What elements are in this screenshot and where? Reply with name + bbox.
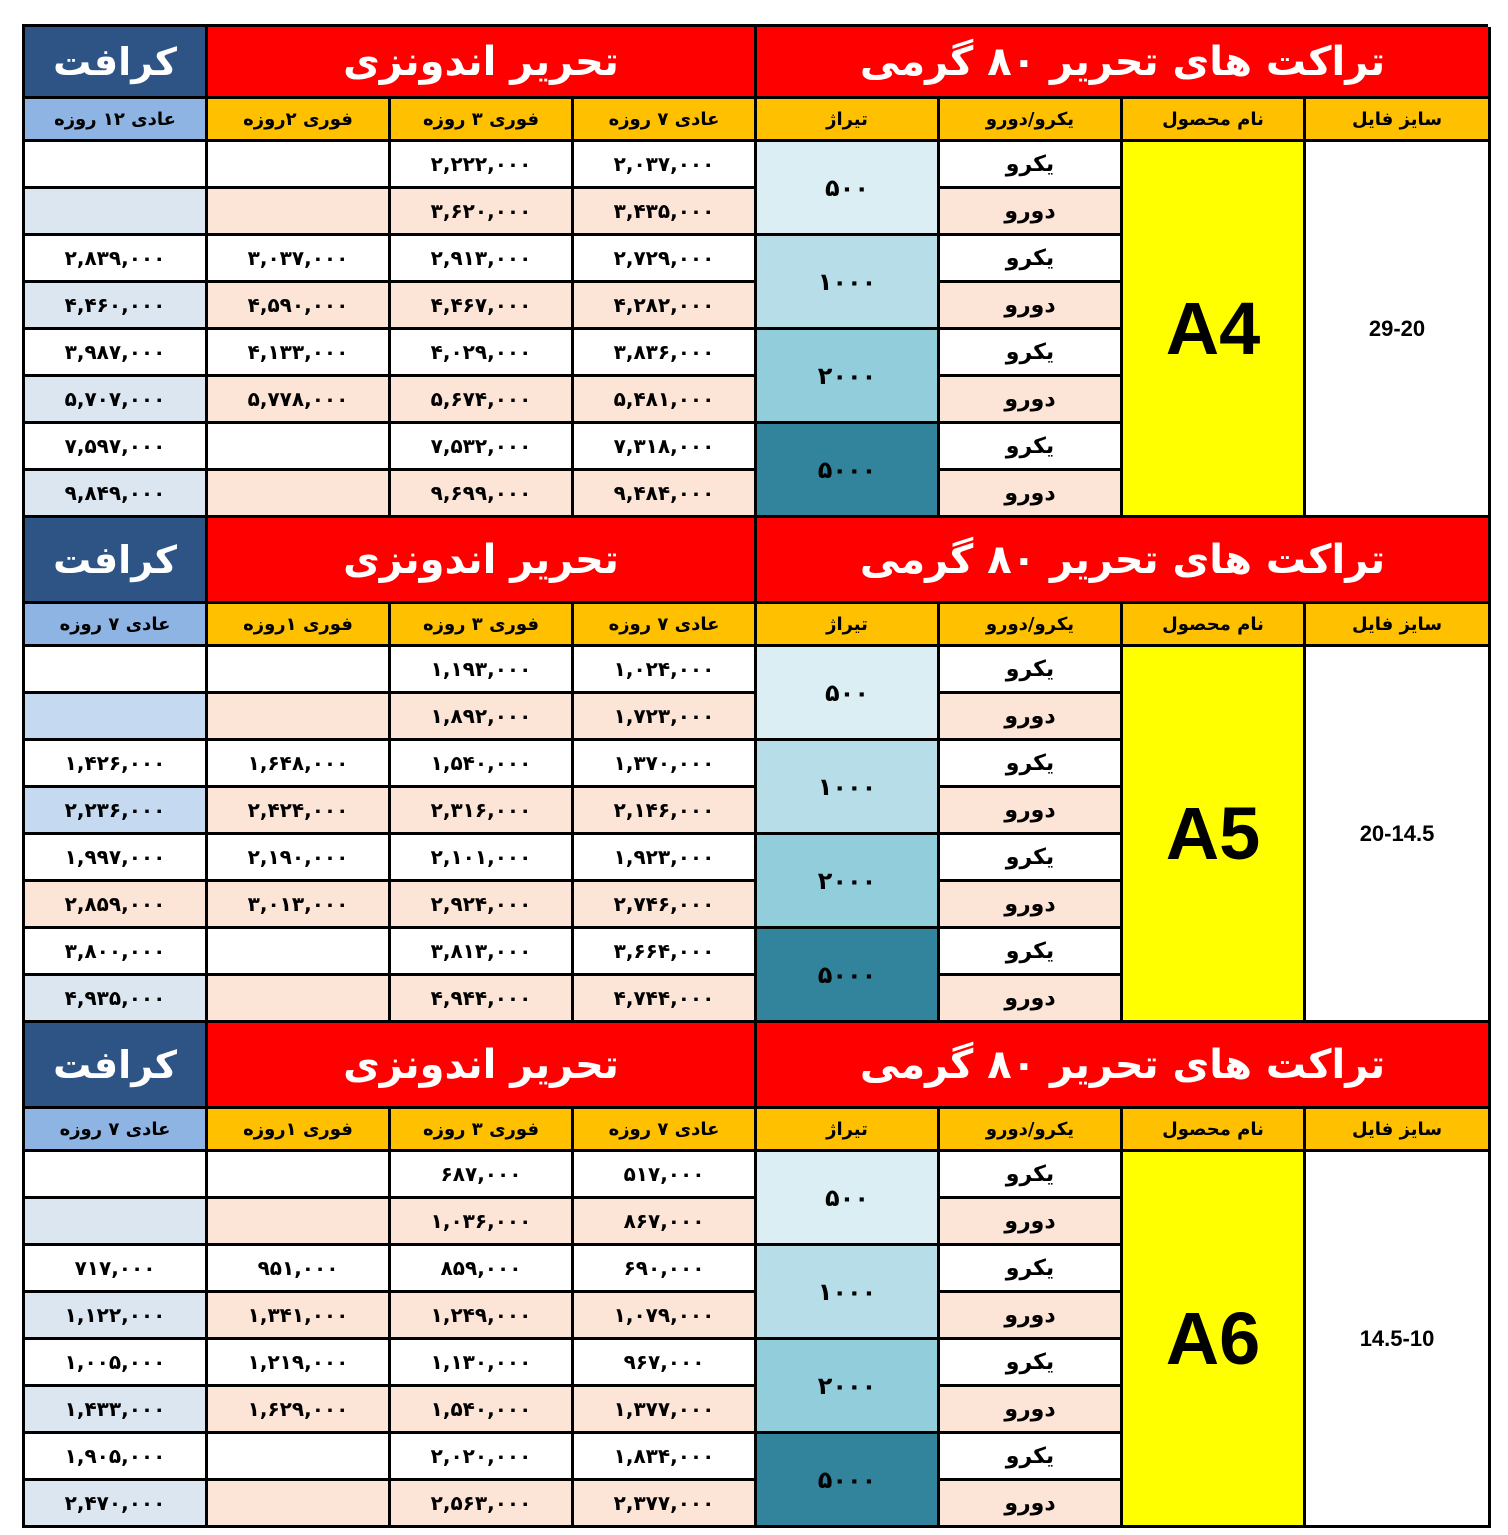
price-fast-other [208, 694, 391, 741]
price-normal7: ۲,۳۷۷,۰۰۰ [574, 1481, 757, 1528]
price-fast-other: ۱,۶۲۹,۰۰۰ [208, 1387, 391, 1434]
price-normal7: ۷,۳۱۸,۰۰۰ [574, 424, 757, 471]
tirage-cell: ۵۰۰۰ [757, 424, 940, 518]
header-side: یکرو/دورو [940, 99, 1123, 142]
price-fast-other: ۲,۱۹۰,۰۰۰ [208, 835, 391, 882]
price-fast-other [208, 1434, 391, 1481]
side-cell: دورو [940, 377, 1123, 424]
price-fast3: ۱,۱۹۳,۰۰۰ [391, 647, 574, 694]
price-kraft [25, 647, 208, 694]
tirage-cell: ۱۰۰۰ [757, 236, 940, 330]
price-kraft [25, 694, 208, 741]
price-fast-other [208, 471, 391, 518]
main-title: تراکت های تحریر ۸۰ گرمی [757, 518, 1491, 604]
price-fast-other: ۴,۵۹۰,۰۰۰ [208, 283, 391, 330]
price-fast-other: ۲,۴۲۴,۰۰۰ [208, 788, 391, 835]
header-normal7: عادی ۷ روزه [574, 604, 757, 647]
price-normal7: ۹,۴۸۴,۰۰۰ [574, 471, 757, 518]
price-normal7: ۴,۷۴۴,۰۰۰ [574, 976, 757, 1023]
price-fast3: ۳,۸۱۳,۰۰۰ [391, 929, 574, 976]
side-cell: یکرو [940, 1152, 1123, 1199]
price-normal7: ۲,۱۴۶,۰۰۰ [574, 788, 757, 835]
tirage-cell: ۱۰۰۰ [757, 741, 940, 835]
side-cell: یکرو [940, 1434, 1123, 1481]
price-normal7: ۳,۶۶۴,۰۰۰ [574, 929, 757, 976]
price-normal7: ۹۶۷,۰۰۰ [574, 1340, 757, 1387]
price-kraft: ۲,۴۷۰,۰۰۰ [25, 1481, 208, 1528]
side-cell: دورو [940, 189, 1123, 236]
price-kraft: ۲,۸۳۹,۰۰۰ [25, 236, 208, 283]
price-fast-other [208, 1152, 391, 1199]
price-normal7: ۱,۰۲۴,۰۰۰ [574, 647, 757, 694]
side-cell: دورو [940, 1481, 1123, 1528]
price-fast-other [208, 142, 391, 189]
price-kraft: ۹,۸۴۹,۰۰۰ [25, 471, 208, 518]
price-kraft: ۱,۱۲۲,۰۰۰ [25, 1293, 208, 1340]
price-fast-other [208, 929, 391, 976]
price-fast3: ۱,۲۴۹,۰۰۰ [391, 1293, 574, 1340]
header-side: یکرو/دورو [940, 1109, 1123, 1152]
side-cell: دورو [940, 694, 1123, 741]
price-kraft: ۴,۴۶۰,۰۰۰ [25, 283, 208, 330]
price-normal7: ۵,۴۸۱,۰۰۰ [574, 377, 757, 424]
price-kraft [25, 1152, 208, 1199]
side-cell: یکرو [940, 929, 1123, 976]
price-fast-other [208, 647, 391, 694]
file-size: 29-20 [1306, 142, 1491, 518]
side-cell: دورو [940, 788, 1123, 835]
tirage-cell: ۱۰۰۰ [757, 1246, 940, 1340]
price-kraft [25, 189, 208, 236]
side-cell: یکرو [940, 1246, 1123, 1293]
tirage-cell: ۵۰۰ [757, 142, 940, 236]
kraft-title: کرافت [25, 27, 208, 99]
price-kraft: ۷,۵۹۷,۰۰۰ [25, 424, 208, 471]
price-fast3: ۵,۶۷۴,۰۰۰ [391, 377, 574, 424]
header-tirage: تیراژ [757, 99, 940, 142]
header-kraft: عادی ۱۲ روزه [25, 99, 208, 142]
price-fast3: ۴,۹۴۴,۰۰۰ [391, 976, 574, 1023]
price-fast-other [208, 424, 391, 471]
tirage-cell: ۲۰۰۰ [757, 1340, 940, 1434]
price-fast-other: ۹۵۱,۰۰۰ [208, 1246, 391, 1293]
price-normal7: ۵۱۷,۰۰۰ [574, 1152, 757, 1199]
price-sheet [22, 24, 1488, 1528]
main-title: تراکت های تحریر ۸۰ گرمی [757, 27, 1491, 99]
header-name: نام محصول [1123, 99, 1306, 142]
price-kraft [25, 142, 208, 189]
tirage-cell: ۵۰۰۰ [757, 929, 940, 1023]
price-normal7: ۲,۷۲۹,۰۰۰ [574, 236, 757, 283]
price-table-a5 [22, 518, 1488, 1023]
sub-title: تحریر اندونزی [208, 1023, 757, 1109]
header-tirage: تیراژ [757, 604, 940, 647]
header-size: سایز فایل [1306, 1109, 1491, 1152]
price-kraft: ۷۱۷,۰۰۰ [25, 1246, 208, 1293]
price-normal7: ۱,۳۷۰,۰۰۰ [574, 741, 757, 788]
price-fast3: ۸۵۹,۰۰۰ [391, 1246, 574, 1293]
price-fast3: ۷,۵۳۲,۰۰۰ [391, 424, 574, 471]
tirage-cell: ۲۰۰۰ [757, 330, 940, 424]
price-fast3: ۲,۱۰۱,۰۰۰ [391, 835, 574, 882]
price-fast3: ۲,۹۲۴,۰۰۰ [391, 882, 574, 929]
price-fast3: ۱,۸۹۲,۰۰۰ [391, 694, 574, 741]
side-cell: یکرو [940, 330, 1123, 377]
price-normal7: ۸۶۷,۰۰۰ [574, 1199, 757, 1246]
header-tirage: تیراژ [757, 1109, 940, 1152]
header-fast-other: فوری ۱روزه [208, 604, 391, 647]
header-size: سایز فایل [1306, 604, 1491, 647]
price-kraft: ۱,۴۲۶,۰۰۰ [25, 741, 208, 788]
header-fast-other: فوری ۲روزه [208, 99, 391, 142]
price-fast3: ۲,۵۶۳,۰۰۰ [391, 1481, 574, 1528]
header-fast3: فوری ۳ روزه [391, 1109, 574, 1152]
side-cell: دورو [940, 471, 1123, 518]
price-fast-other: ۱,۳۴۱,۰۰۰ [208, 1293, 391, 1340]
price-normal7: ۱,۹۲۳,۰۰۰ [574, 835, 757, 882]
sub-title: تحریر اندونزی [208, 27, 757, 99]
product-name: A4 [1123, 142, 1306, 518]
price-fast-other [208, 1199, 391, 1246]
price-normal7: ۱,۷۲۳,۰۰۰ [574, 694, 757, 741]
header-side: یکرو/دورو [940, 604, 1123, 647]
product-name: A6 [1123, 1152, 1306, 1528]
price-fast-other [208, 1481, 391, 1528]
price-fast3: ۹,۶۹۹,۰۰۰ [391, 471, 574, 518]
header-size: سایز فایل [1306, 99, 1491, 142]
header-normal7: عادی ۷ روزه [574, 99, 757, 142]
kraft-title: کرافت [25, 518, 208, 604]
price-kraft: ۱,۴۳۳,۰۰۰ [25, 1387, 208, 1434]
side-cell: دورو [940, 976, 1123, 1023]
side-cell: یکرو [940, 647, 1123, 694]
price-normal7: ۳,۴۳۵,۰۰۰ [574, 189, 757, 236]
price-fast-other: ۱,۲۱۹,۰۰۰ [208, 1340, 391, 1387]
price-fast-other [208, 976, 391, 1023]
price-fast-other: ۳,۰۱۳,۰۰۰ [208, 882, 391, 929]
price-normal7: ۲,۷۴۶,۰۰۰ [574, 882, 757, 929]
price-normal7: ۱,۸۳۴,۰۰۰ [574, 1434, 757, 1481]
file-size: 20-14.5 [1306, 647, 1491, 1023]
header-normal7: عادی ۷ روزه [574, 1109, 757, 1152]
price-normal7: ۴,۲۸۲,۰۰۰ [574, 283, 757, 330]
price-kraft: ۳,۹۸۷,۰۰۰ [25, 330, 208, 377]
header-kraft: عادی ۷ روزه [25, 604, 208, 647]
price-fast3: ۲,۲۲۲,۰۰۰ [391, 142, 574, 189]
price-table-a6 [22, 1023, 1488, 1528]
price-kraft: ۵,۷۰۷,۰۰۰ [25, 377, 208, 424]
side-cell: دورو [940, 1199, 1123, 1246]
price-fast3: ۲,۹۱۳,۰۰۰ [391, 236, 574, 283]
price-table-a4 [22, 24, 1488, 518]
header-fast-other: فوری ۱روزه [208, 1109, 391, 1152]
price-fast3: ۴,۴۶۷,۰۰۰ [391, 283, 574, 330]
price-fast3: ۱,۱۳۰,۰۰۰ [391, 1340, 574, 1387]
header-kraft: عادی ۷ روزه [25, 1109, 208, 1152]
price-kraft: ۲,۲۳۶,۰۰۰ [25, 788, 208, 835]
side-cell: یکرو [940, 835, 1123, 882]
price-fast3: ۱,۰۳۶,۰۰۰ [391, 1199, 574, 1246]
header-name: نام محصول [1123, 1109, 1306, 1152]
side-cell: دورو [940, 1293, 1123, 1340]
price-fast3: ۲,۰۲۰,۰۰۰ [391, 1434, 574, 1481]
side-cell: دورو [940, 283, 1123, 330]
price-fast3: ۱,۵۴۰,۰۰۰ [391, 741, 574, 788]
tirage-cell: ۵۰۰ [757, 647, 940, 741]
price-fast3: ۱,۵۴۰,۰۰۰ [391, 1387, 574, 1434]
tirage-cell: ۲۰۰۰ [757, 835, 940, 929]
main-title: تراکت های تحریر ۸۰ گرمی [757, 1023, 1491, 1109]
file-size: 14.5-10 [1306, 1152, 1491, 1528]
price-kraft: ۲,۸۵۹,۰۰۰ [25, 882, 208, 929]
header-name: نام محصول [1123, 604, 1306, 647]
price-kraft: ۱,۹۰۵,۰۰۰ [25, 1434, 208, 1481]
price-fast-other: ۴,۱۳۳,۰۰۰ [208, 330, 391, 377]
price-fast-other: ۵,۷۷۸,۰۰۰ [208, 377, 391, 424]
price-normal7: ۱,۳۷۷,۰۰۰ [574, 1387, 757, 1434]
side-cell: دورو [940, 1387, 1123, 1434]
price-fast3: ۲,۳۱۶,۰۰۰ [391, 788, 574, 835]
product-name: A5 [1123, 647, 1306, 1023]
price-fast-other: ۳,۰۳۷,۰۰۰ [208, 236, 391, 283]
price-fast-other [208, 189, 391, 236]
price-kraft: ۱,۹۹۷,۰۰۰ [25, 835, 208, 882]
price-normal7: ۳,۸۳۶,۰۰۰ [574, 330, 757, 377]
price-kraft: ۱,۰۰۵,۰۰۰ [25, 1340, 208, 1387]
price-kraft [25, 1199, 208, 1246]
kraft-title: کرافت [25, 1023, 208, 1109]
price-normal7: ۱,۰۷۹,۰۰۰ [574, 1293, 757, 1340]
side-cell: یکرو [940, 236, 1123, 283]
side-cell: یکرو [940, 1340, 1123, 1387]
price-normal7: ۶۹۰,۰۰۰ [574, 1246, 757, 1293]
price-kraft: ۴,۹۳۵,۰۰۰ [25, 976, 208, 1023]
sub-title: تحریر اندونزی [208, 518, 757, 604]
side-cell: دورو [940, 882, 1123, 929]
price-fast3: ۴,۰۲۹,۰۰۰ [391, 330, 574, 377]
tirage-cell: ۵۰۰ [757, 1152, 940, 1246]
header-fast3: فوری ۳ روزه [391, 604, 574, 647]
side-cell: یکرو [940, 741, 1123, 788]
price-kraft: ۳,۸۰۰,۰۰۰ [25, 929, 208, 976]
side-cell: یکرو [940, 424, 1123, 471]
header-fast3: فوری ۳ روزه [391, 99, 574, 142]
side-cell: یکرو [940, 142, 1123, 189]
price-fast-other: ۱,۶۴۸,۰۰۰ [208, 741, 391, 788]
tirage-cell: ۵۰۰۰ [757, 1434, 940, 1528]
price-fast3: ۶۸۷,۰۰۰ [391, 1152, 574, 1199]
price-normal7: ۲,۰۳۷,۰۰۰ [574, 142, 757, 189]
price-fast3: ۳,۶۲۰,۰۰۰ [391, 189, 574, 236]
